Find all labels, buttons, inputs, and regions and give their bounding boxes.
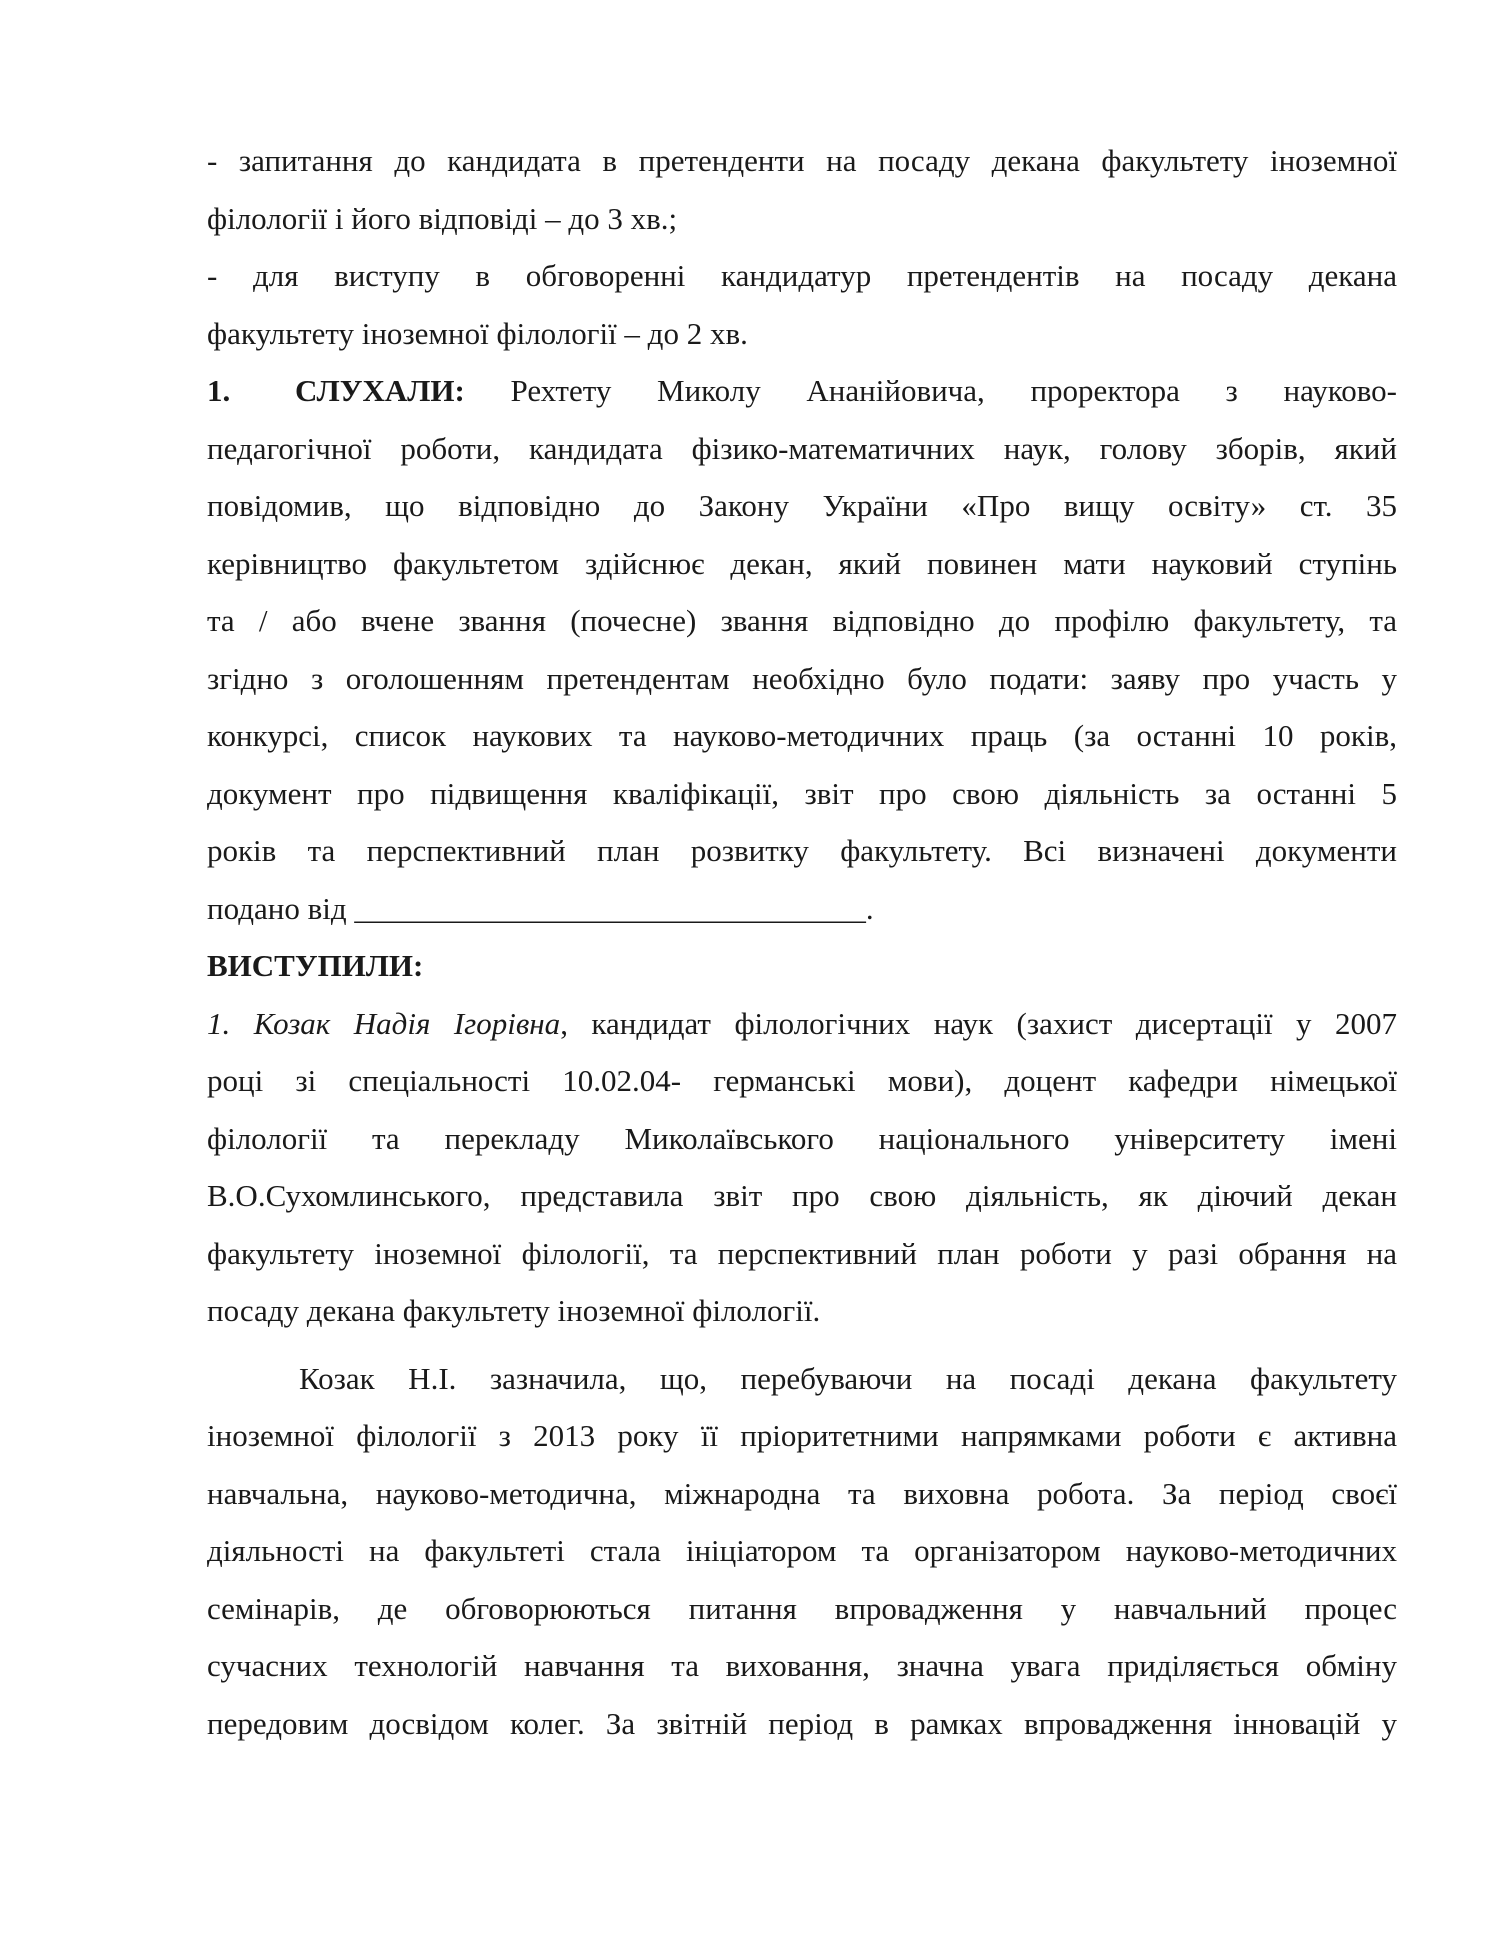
speaker-details: , кандидат філологічних наук (захист дисертації у 2007 — [560, 1005, 1397, 1041]
text-line: - запитання до кандидата в претенденти на посаду декана факультету іноземної — [207, 143, 1397, 178]
text-line: семінарів, де обговорюються питання впровадження у навчальний процес — [207, 1590, 1397, 1626]
text-line: педагогічної роботи, кандидата фізико-математичних наук, голову зборів, який — [207, 430, 1397, 466]
text-line: навчальна, науково-методична, міжнародна та виховна робота. За період своєї — [207, 1475, 1397, 1511]
text-line: році зі спеціальності 10.02.04- германські мови), доцент кафедри німецької — [207, 1063, 1397, 1098]
text-line: факультету іноземної філології – до 2 хв. — [207, 315, 748, 351]
heard-label: СЛУХАЛИ: — [295, 373, 465, 408]
text-line: повідомив, що відповідно до Закону України «Про вищу освіту» ст. 35 — [207, 488, 1397, 523]
text-line: філології і його відповіді – до 3 хв.; — [207, 200, 678, 236]
heard-paragraph-first-line — [207, 362, 1397, 420]
text-line: сучасних технологій навчання та виховання, значна увага приділяється обміну — [207, 1648, 1397, 1683]
text-line: та / або вчене звання (почесне) звання відповідно до профілю факультету, та — [207, 603, 1397, 638]
paragraph-first-line: Козак Н.І. зазначила, що, перебуваючи на посаді декана факультету — [299, 1360, 1397, 1396]
text-line: подано від _________________________________. — [207, 890, 874, 926]
speaker-first-line — [207, 995, 1397, 1053]
text-line: філології та перекладу Миколаївського національного університету імені — [207, 1120, 1397, 1156]
text-line: факультету іноземної філології, та перспективний план роботи у разі обрання на — [207, 1235, 1397, 1271]
text-line: іноземної філології з 2013 року її пріоритетними напрямками роботи є активна — [207, 1418, 1397, 1453]
text-line: керівництво факультетом здійснює декан, який повинен мати науковий ступінь — [207, 545, 1397, 581]
text-line: згідно з оголошенням претендентам необхідно було подати: заяву про участь у — [207, 660, 1397, 696]
text-line: В.О.Сухомлинського, представила звіт про свою діяльність, як діючий декан — [207, 1178, 1397, 1213]
spoke-heading: ВИСТУПИЛИ: — [207, 948, 424, 983]
speaker-name: 1. Козак Надія Ігорівна — [207, 1005, 561, 1041]
heard-text: Рехтету Миколу Ананійовича, проректора з науково- — [510, 373, 1398, 408]
text-line: діяльності на факультеті стала ініціатором та організатором науково-методичних — [207, 1533, 1397, 1568]
text-line: років та перспективний план розвитку факультету. Всі визначені документи — [207, 833, 1397, 868]
document-body — [207, 132, 1397, 1752]
text-line: документ про підвищення кваліфікації, звіт про свою діяльність за останні 5 — [207, 775, 1397, 811]
text-line: передовим досвідом колег. За звітній період в рамках впровадження інновацій у — [207, 1705, 1397, 1741]
text-line: - для виступу в обговоренні кандидатур претендентів на посаду декана — [207, 258, 1397, 293]
text-line: посаду декана факультету іноземної філології. — [207, 1293, 821, 1328]
item-number: 1. — [207, 373, 231, 408]
text-line: конкурсі, список наукових та науково-методичних праць (за останні 10 років, — [207, 718, 1397, 753]
